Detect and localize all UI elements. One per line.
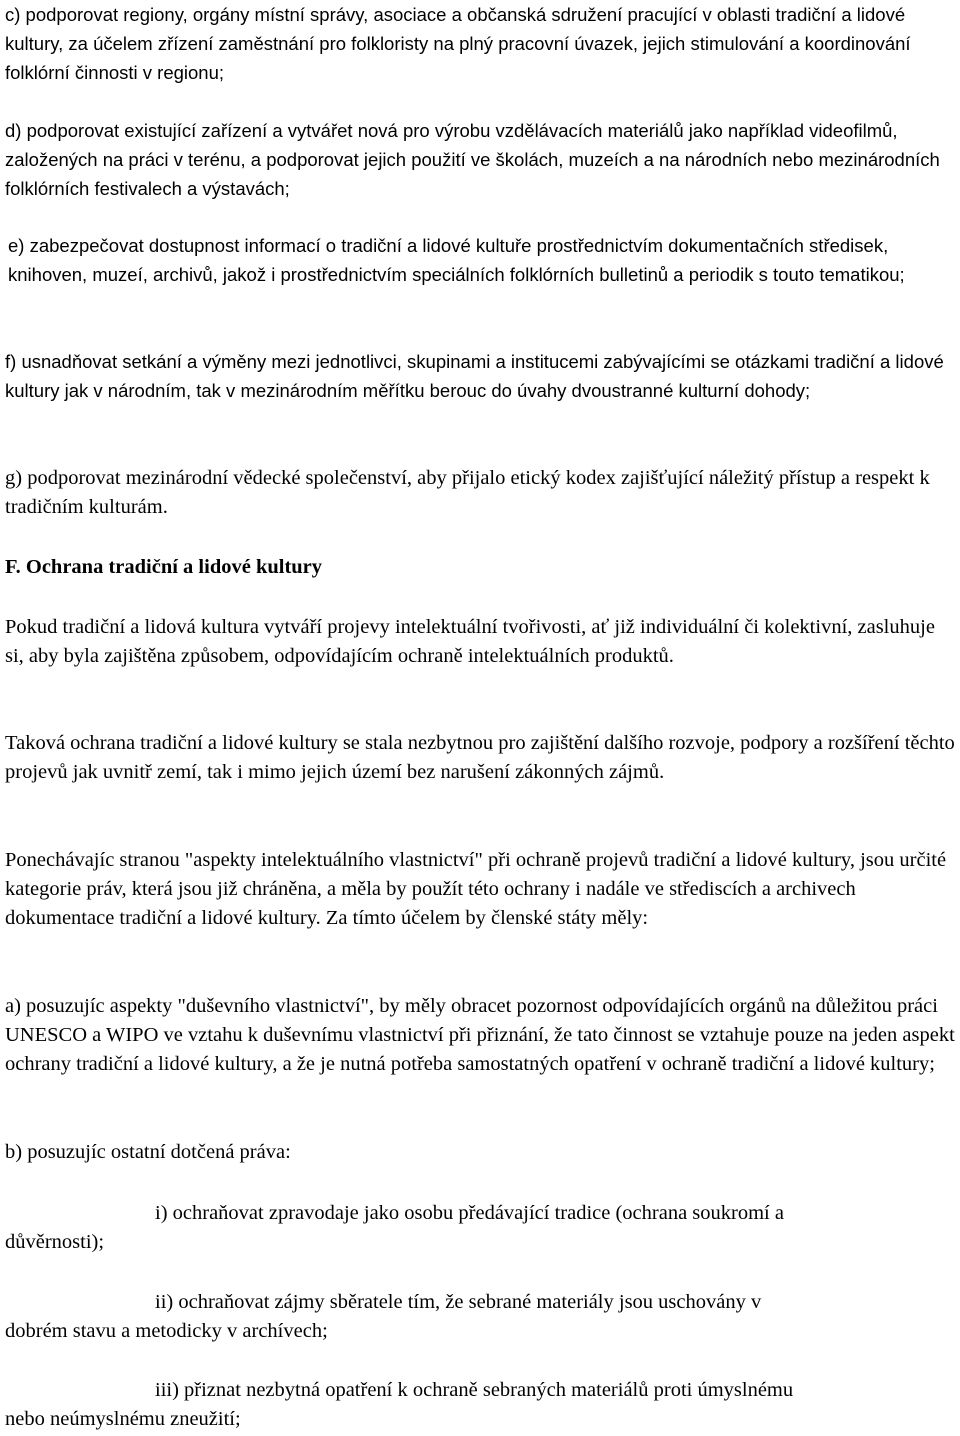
item-iii-line1: iii) přiznat nezbytná opatření k ochraně sebraných materiálů proti úmyslnému (155, 1379, 794, 1401)
paragraph-b: b) posuzujíc ostatní dotčená práva: (5, 1141, 291, 1163)
section-heading-f: F. Ochrana tradiční a lidové kultury (5, 556, 323, 578)
item-i-line1: i) ochraňovat zpravodaje jako osobu předávající tradice (ochrana soukromí a (155, 1202, 784, 1224)
paragraph-a: a) posuzujíc aspekty "duševního vlastnictví", by měly obracet pozornost odpovídajících orgánů na důležitou práci UNESCO a WIPO ve vztahu k duševnímu vlastnictví při přiznání, že tato činnost se vztahuje pouze na jeden aspekt ochrany tradiční a lidové kultury, a že je nutná potřeba samostatných opatření v ochraně tradiční a lidové kultury; (5, 995, 955, 1075)
paragraph-d: d) podporovat existující zařízení a vytvářet nová pro výrobu vzdělávacích materiálů jako například videofilmů, založených na práci v terénu, a podporovat jejich použití ve školách, muzeích a na národních nebo mezinárodních folklórních festivalech a výstavách; (5, 120, 940, 199)
item-ii-line2: dobrém stavu a metodicky v archívech; (5, 1320, 328, 1342)
item-iii-line2: nebo neúmyslnému zneužití; (5, 1408, 241, 1430)
paragraph-pokud: Pokud tradiční a lidová kultura vytváří projevy intelektuální tvořivosti, ať již individuální či kolektivní, zasluhuje si, aby byla zajištěna způsobem, odpovídajícím ochraně intelektuálních produktů. (5, 616, 935, 667)
paragraph-f: f) usnadňovat setkání a výměny mezi jednotlivci, skupinami a institucemi zabývajícími se otázkami tradiční a lidové kultury jak v národním, tak v mezinárodním měřítku berouc do úvahy dvoustranné kulturní dohody; (5, 351, 944, 401)
paragraph-takova: Taková ochrana tradiční a lidové kultury se stala nezbytnou pro zajištění dalšího rozvoje, podpory a rozšíření těchto projevů jak uvnitř zemí, tak i mimo jejich území bez narušení zákonných zájmů. (5, 732, 955, 783)
item-ii-line1: ii) ochraňovat zájmy sběratele tím, že sebrané materiály jsou uschovány v (155, 1291, 762, 1313)
paragraph-g: g) podporovat mezinárodní vědecké společenství, aby přijalo etický kodex zajišťující náležitý přístup a respekt k tradičním kulturám. (5, 467, 930, 518)
paragraph-e: e) zabezpečovat dostupnost informací o tradiční a lidové kultuře prostřednictvím dokumentačních středisek, knihoven, muzeí, archivů, jakož i prostřednictvím speciálních folklórních bulletinů a periodik s touto tematikou; (8, 235, 905, 285)
paragraph-c: c) podporovat regiony, orgány místní správy, asociace a občanská sdružení pracující v oblasti tradiční a lidové kultury, za účelem zřízení zaměstnání pro folkloristy na plný pracovní úvazek, jejich stimulování a koordinování folklórní činnosti v regionu; (5, 4, 911, 83)
paragraph-ponechavajic: Ponechávajíc stranou "aspekty intelektuálního vlastnictví" při ochraně projevů tradiční a lidové kultury, jsou určité kategorie práv, která jsou již chráněna, a měla by použít této ochrany i nadále ve střediscích a archivech dokumentace tradiční a lidové kultury. Za tímto účelem by členské státy měly: (5, 849, 947, 929)
item-i-line2: důvěrnosti); (5, 1231, 105, 1253)
